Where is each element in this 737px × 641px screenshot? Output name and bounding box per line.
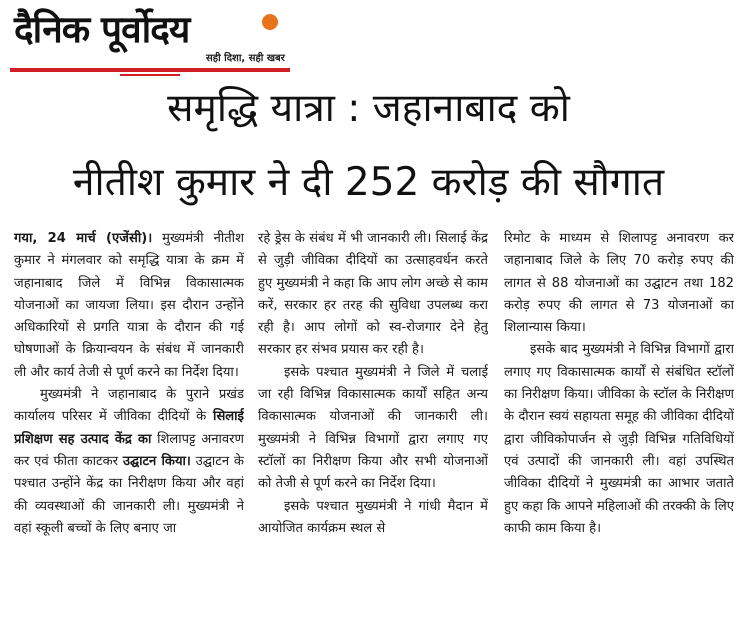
newspaper-logo-title: दैनिक पूर्वोदय bbox=[14, 8, 190, 51]
dateline: गया, 24 मार्च (एजेंसी)। bbox=[14, 231, 153, 246]
newspaper-tagline: सही दिशा, सही खबर bbox=[206, 53, 285, 64]
paragraph: इसके पश्चात मुख्यमंत्री ने गांधी मैदान में आयोजित कार्यक्रम स्थल से bbox=[258, 498, 488, 536]
article-body bbox=[14, 228, 734, 641]
paragraph: इसके पश्चात मुख्यमंत्री ने जिले में चलाई जा रही विभिन्न विकासात्मक कार्यों सहित अन्य विकासात्मक योजनाओं की जानकारी ली। मुख्यमंत्री ने विभिन्न विभागों द्वारा लगाए गए स्टॉलों का निरीक्षण किया और सभी योजनाओं को तेजी से पूर्ण करने का निर्देश दिया। bbox=[258, 364, 488, 492]
paragraph: रिमोट के माध्यम से शिलापट्ट अनावरण कर जहानाबाद जिले के लिए 70 करोड़ रुपए की लागत से 88 योजनाओं का उद्घाटन तथा 182 करोड़ रुपए की लागत से 73 योजनाओं का शिलान्यास किया। bbox=[504, 231, 734, 336]
masthead-rule bbox=[10, 68, 290, 72]
paragraph: रहे ड्रेस के संबंध में भी जानकारी ली। सिलाई केंद्र से जुड़ी जीविका दीदियों का उत्साहवर्धन करते हुए मुख्यमंत्री ने कहा कि आप लोग अच्छे से काम करें, सरकार हर तरह की सुविधा उपलब्ध करा रही है। आप लोगों को स्व-रोजगार देने हेतु सरकार हर संभव प्रयास कर रही है। bbox=[258, 231, 488, 358]
paragraph: इसके बाद मुख्यमंत्री ने विभिन्न विभागों द्वारा लगाए गए विकासात्मक कार्यों से संबंधित स्टॉलों का निरीक्षण किया। जीविका के स्टॉल के निरीक्षण के दौरान स्वयं सहायता समूह की जीविका दीदियों द्वारा जीविकोपार्जन से जुड़ी विभिन्न गतिविधियों एवं उत्पादों की जानकारी ली। वहां उपस्थित जीविका दीदियों ने मुख्यमंत्री का आभार जताते हुए कहा कि आपने महिलाओं की तरक्की के लिए काफी काम किया है। bbox=[504, 342, 734, 536]
article-column-2 bbox=[258, 228, 488, 641]
paragraph: मुख्यमंत्री ने जहानाबाद के पुराने प्रखंड कार्यालय परिसर में जीविका दीदियों के bbox=[14, 387, 244, 425]
bold-phrase: सिलाई प्रशिक्षण सह उत्पाद केंद्र का bbox=[14, 409, 244, 447]
article-column-1 bbox=[14, 228, 244, 641]
headline-line-1: समृद्धि यात्रा : जहानाबाद को bbox=[167, 86, 570, 131]
bold-phrase: उद्घाटन किया। bbox=[122, 453, 191, 469]
paragraph: मुख्यमंत्री नीतीश कुमार ने मंगलवार को समृद्धि यात्रा के क्रम में जहानाबाद जिले में विभिन्न विकासात्मक योजनाओं का जायजा लिया। इस दौरान उन्होंने अधिकारियों से प्रगति यात्रा के दौरान की गई घोषणाओं के क्रियान्वयन के संबंध में जानकारी ली और कार्य तेजी से पूर्ण करने का निर्देश दिया। bbox=[14, 231, 244, 380]
paragraph: उद्घाटन के पश्चात उन्होंने केंद्र का निरीक्षण किया और वहां की व्यवस्थाओं की जानकारी ली। मुख्यमंत्री ने वहां स्कूली बच्चों के लिए बनाए जा bbox=[14, 453, 244, 536]
article-column-3 bbox=[504, 228, 734, 641]
masthead-rule-small bbox=[120, 74, 180, 76]
paragraph: शिलापट्ट अनावरण कर एवं फीता काटकर bbox=[14, 431, 244, 469]
masthead bbox=[10, 6, 290, 72]
headline-line-2: नीतीश कुमार ने दी 252 करोड़ की सौगात bbox=[72, 160, 665, 205]
sun-logo-icon bbox=[262, 14, 278, 30]
